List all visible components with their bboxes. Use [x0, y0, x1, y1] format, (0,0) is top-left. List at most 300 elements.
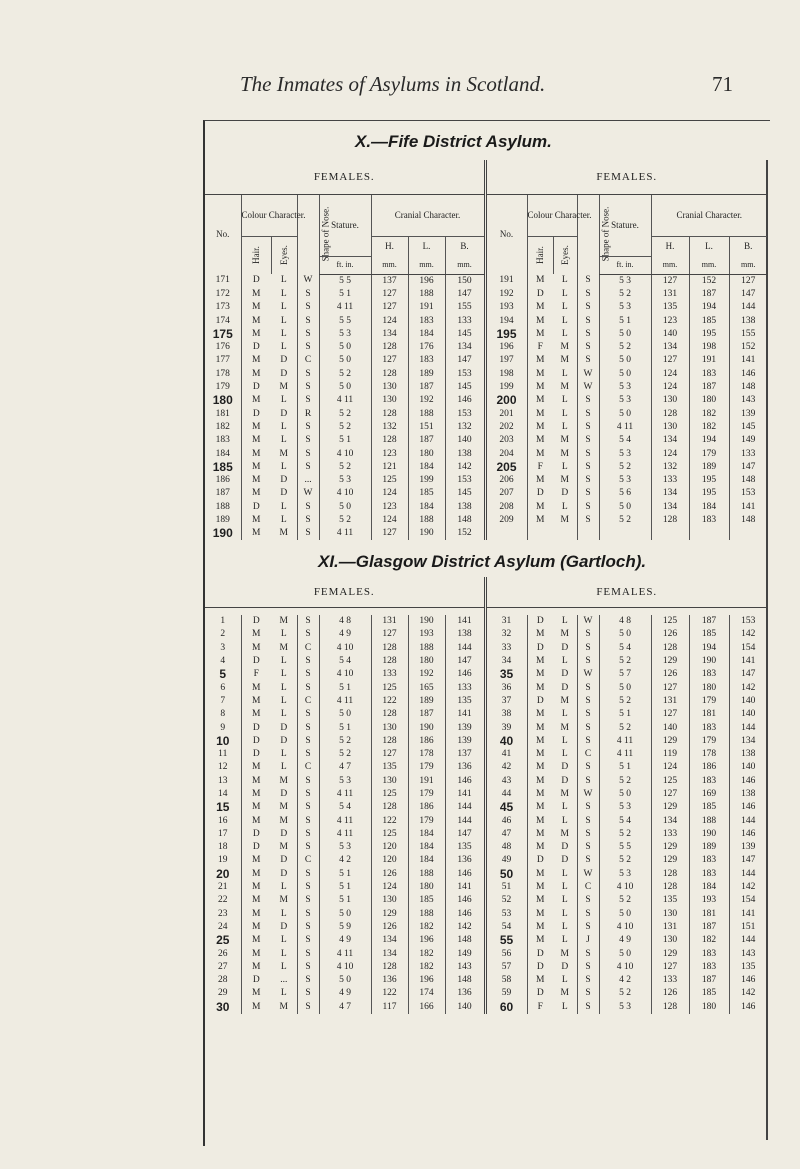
- cell-h: 128: [371, 801, 408, 814]
- cell-eyes: L: [561, 395, 568, 406]
- cell-b: 153: [729, 615, 767, 628]
- cell-l: 185: [408, 487, 445, 500]
- cell-eyes: ...: [280, 975, 288, 986]
- cell-hair: M: [241, 947, 271, 960]
- cell-nose: S: [297, 987, 319, 1000]
- cell-b: 138: [729, 788, 767, 801]
- cell-b: 141: [729, 908, 767, 921]
- cell-nose: J: [577, 934, 599, 947]
- cell-eyes: M: [279, 775, 288, 786]
- cell-b: 144: [729, 934, 767, 947]
- cell-hair: D: [527, 854, 553, 867]
- cell-h: 125: [371, 474, 408, 487]
- cell-stature: 5 0: [599, 947, 651, 960]
- cell-nose: S: [577, 447, 599, 460]
- fife-table: [205, 160, 767, 540]
- cell-eyes: L: [280, 709, 287, 720]
- cell-eyes: L: [280, 501, 287, 512]
- cell-l: 185: [689, 628, 729, 641]
- cell-h: 129: [651, 801, 689, 814]
- cell-no: 1: [220, 616, 226, 627]
- cell-l: 182: [408, 947, 445, 960]
- cell-l: 196: [408, 974, 445, 987]
- cell-nose: W: [577, 788, 599, 801]
- cell-l: 183: [689, 368, 729, 381]
- cell-b: 142: [729, 987, 767, 1000]
- cell-l: 183: [689, 868, 729, 881]
- cell-no: 196: [485, 341, 527, 354]
- cell-nose: S: [297, 461, 319, 474]
- cell-eyes: M: [560, 514, 569, 525]
- cell-h: 126: [371, 921, 408, 934]
- cell-b: 138: [729, 748, 767, 761]
- cell-hair: M: [527, 655, 553, 668]
- cell-hair: M: [241, 788, 271, 801]
- cell-hair: M: [241, 681, 271, 694]
- cell-b: 148: [445, 514, 485, 527]
- col-header-colour: Colour Character.: [527, 194, 577, 236]
- cell-b: 142: [445, 461, 485, 474]
- cell-no: 185: [212, 459, 233, 474]
- cell-nose: S: [297, 881, 319, 894]
- cell-l: 165: [408, 681, 445, 694]
- cell-h: 122: [371, 695, 408, 708]
- cell-stature: 5 0: [599, 788, 651, 801]
- cell-nose: S: [577, 474, 599, 487]
- cell-no: 183: [215, 435, 230, 446]
- cell-l: 180: [689, 394, 729, 407]
- table-row: [205, 748, 767, 761]
- group-label: FEMALES.: [205, 160, 485, 194]
- cell-l: 192: [408, 394, 445, 407]
- cell-nose: S: [297, 708, 319, 721]
- cell-no: 205: [485, 461, 527, 474]
- cell-hair: D: [527, 615, 553, 628]
- cell-eyes: M: [279, 382, 288, 393]
- cell-h: 130: [651, 421, 689, 434]
- cell-nose: S: [297, 828, 319, 841]
- cell-stature: 5 2: [599, 775, 651, 788]
- cell-stature: 5 7: [599, 668, 651, 681]
- table-row: [205, 881, 767, 894]
- cell-hair: M: [241, 301, 271, 314]
- cell-eyes: M: [279, 642, 288, 653]
- cell-no: 28: [218, 975, 228, 986]
- table-row: [205, 655, 767, 668]
- cell-h: 128: [371, 642, 408, 655]
- cell-h: 123: [651, 314, 689, 327]
- cell-stature: 4 11: [599, 735, 651, 748]
- cell-eyes: M: [279, 528, 288, 539]
- table-row: [205, 354, 767, 367]
- cell-eyes: D: [561, 855, 569, 866]
- cell-h: 134: [371, 328, 408, 341]
- cell-eyes: M: [560, 988, 569, 999]
- cell-hair: D: [241, 748, 271, 761]
- cell-h: 122: [371, 987, 408, 1000]
- cell-hair: M: [241, 328, 271, 341]
- table-row: [205, 487, 767, 500]
- table-row: [205, 527, 767, 540]
- cell-l: 186: [408, 735, 445, 748]
- cell-b: 152: [445, 527, 485, 540]
- cell-b: 139: [729, 841, 767, 854]
- cell-b: 133: [445, 681, 485, 694]
- cell-h: 133: [651, 974, 689, 987]
- cell-h: 120: [371, 854, 408, 867]
- cell-nose: S: [577, 894, 599, 907]
- cell-hair: [527, 527, 553, 540]
- cell-h: 128: [371, 735, 408, 748]
- cell-stature: 5 3: [599, 274, 651, 288]
- cell-eyes: L: [561, 408, 568, 419]
- cell-hair: M: [527, 881, 553, 894]
- cell-l: 187: [689, 921, 729, 934]
- cell-stature: 5 0: [599, 628, 651, 641]
- cell-l: 187: [689, 288, 729, 301]
- cell-b: 141: [729, 501, 767, 514]
- cell-nose: S: [297, 501, 319, 514]
- unit-mm: mm.: [729, 256, 767, 274]
- cell-no: 8: [220, 709, 226, 720]
- cell-eyes: M: [560, 342, 569, 353]
- cell-l: 188: [408, 288, 445, 301]
- cell-nose: S: [297, 814, 319, 827]
- cell-no: 10: [216, 733, 230, 748]
- cell-l: 189: [689, 841, 729, 854]
- cell-b: 136: [445, 987, 485, 1000]
- cell-h: 124: [651, 447, 689, 460]
- cell-no: 36: [485, 681, 527, 694]
- cell-h: 140: [651, 721, 689, 734]
- cell-stature: 5 0: [319, 908, 371, 921]
- cell-l: 183: [689, 668, 729, 681]
- cell-stature: 5 2: [319, 461, 371, 474]
- cell-stature: 5 3: [599, 801, 651, 814]
- col-header-nose: [577, 194, 610, 274]
- cell-h: 128: [371, 655, 408, 668]
- table-row: [205, 921, 767, 934]
- cell-h: 131: [651, 921, 689, 934]
- cell-b: 141: [445, 708, 485, 721]
- cell-eyes: M: [560, 695, 569, 706]
- cell-l: 180: [689, 1001, 729, 1014]
- cell-b: 148: [445, 934, 485, 947]
- cell-stature: 5 2: [599, 854, 651, 867]
- cell-l: 187: [408, 434, 445, 447]
- cell-no: 32: [485, 628, 527, 641]
- cell-stature: 5 0: [319, 501, 371, 514]
- cell-no: 46: [485, 814, 527, 827]
- cell-b: 155: [729, 328, 767, 341]
- cell-nose: S: [297, 721, 319, 734]
- cell-stature: 5 2: [599, 695, 651, 708]
- unit-mm: mm.: [651, 256, 689, 274]
- cell-h: 136: [371, 974, 408, 987]
- cell-nose: S: [297, 947, 319, 960]
- cell-nose: S: [297, 288, 319, 301]
- cell-hair: M: [241, 894, 271, 907]
- cell-h: 128: [371, 341, 408, 354]
- cell-no: 179: [215, 382, 230, 393]
- cell-l: 187: [689, 974, 729, 987]
- cell-stature: 5 1: [319, 894, 371, 907]
- cell-no: 2: [220, 629, 226, 640]
- cell-nose: S: [577, 301, 599, 314]
- cell-h: 127: [651, 681, 689, 694]
- cell-stature: 4 7: [319, 1001, 371, 1014]
- cell-h: 127: [371, 301, 408, 314]
- cell-hair: M: [527, 474, 553, 487]
- cell-l: 169: [689, 788, 729, 801]
- cell-no: 201: [485, 407, 527, 420]
- cell-l: 191: [689, 354, 729, 367]
- cell-no: 51: [485, 881, 527, 894]
- cell-l: 188: [408, 407, 445, 420]
- cell-stature: 5 0: [599, 368, 651, 381]
- cell-b: 146: [445, 775, 485, 788]
- col-header-h: H.: [371, 236, 408, 256]
- cell-h: 134: [371, 934, 408, 947]
- cell-b: 145: [445, 381, 485, 394]
- cell-nose: S: [577, 921, 599, 934]
- cell-hair: M: [241, 868, 271, 881]
- cell-b: 146: [729, 775, 767, 788]
- cell-b: 145: [445, 328, 485, 341]
- cell-b: 144: [729, 814, 767, 827]
- cell-hair: D: [241, 655, 271, 668]
- cell-nose: S: [297, 434, 319, 447]
- cell-stature: 4 11: [319, 788, 371, 801]
- cell-b: 146: [729, 368, 767, 381]
- cell-no: 209: [485, 514, 527, 527]
- cell-l: 189: [408, 368, 445, 381]
- cell-b: 134: [729, 735, 767, 748]
- cell-h: 128: [651, 881, 689, 894]
- cell-l: 189: [689, 461, 729, 474]
- cell-hair: M: [527, 628, 553, 641]
- cell-b: 136: [445, 854, 485, 867]
- cell-eyes: L: [561, 815, 568, 826]
- cell-eyes: L: [561, 501, 568, 512]
- cell-b: 144: [729, 868, 767, 881]
- cell-hair: M: [241, 708, 271, 721]
- cell-nose: C: [297, 761, 319, 774]
- cell-eyes: D: [561, 682, 569, 693]
- cell-b: 141: [445, 788, 485, 801]
- cell-eyes: L: [280, 882, 287, 893]
- cell-b: 147: [445, 288, 485, 301]
- cell-h: 128: [651, 514, 689, 527]
- cell-eyes: L: [280, 342, 287, 353]
- cell-b: [729, 527, 767, 540]
- cell-nose: S: [297, 615, 319, 628]
- cell-hair: M: [527, 368, 553, 381]
- cell-eyes: L: [280, 514, 287, 525]
- cell-eyes: D: [280, 735, 288, 746]
- cell-b: 148: [729, 514, 767, 527]
- cell-eyes: L: [280, 461, 287, 472]
- cell-h: 133: [651, 474, 689, 487]
- cell-l: 185: [689, 314, 729, 327]
- cell-stature: 5 2: [599, 987, 651, 1000]
- cell-stature: 4 8: [599, 615, 651, 628]
- cell-l: 184: [408, 461, 445, 474]
- cell-h: 133: [651, 828, 689, 841]
- cell-hair: M: [527, 788, 553, 801]
- cell-eyes: L: [280, 682, 287, 693]
- cell-hair: M: [241, 527, 271, 540]
- cell-l: 188: [408, 642, 445, 655]
- cell-nose: S: [297, 788, 319, 801]
- cell-eyes: M: [560, 382, 569, 393]
- cell-no: 47: [485, 828, 527, 841]
- cell-l: 183: [689, 514, 729, 527]
- cell-stature: 5 1: [319, 288, 371, 301]
- cell-nose: W: [577, 868, 599, 881]
- cell-hair: M: [527, 934, 553, 947]
- cell-no: 50: [485, 868, 527, 881]
- cell-eyes: L: [280, 629, 287, 640]
- cell-nose: S: [297, 961, 319, 974]
- table-row: [205, 1001, 767, 1014]
- glasgow-table: [205, 577, 767, 1014]
- cell-eyes: L: [280, 762, 287, 773]
- cell-stature: 5 2: [319, 748, 371, 761]
- cell-stature: 4 11: [319, 394, 371, 407]
- cell-l: 193: [408, 628, 445, 641]
- cell-nose: S: [577, 314, 599, 327]
- cell-nose: S: [577, 421, 599, 434]
- cell-l: 152: [689, 274, 729, 288]
- cell-h: 130: [371, 775, 408, 788]
- cell-l: 188: [408, 514, 445, 527]
- table-row: [205, 868, 767, 881]
- cell-nose: S: [297, 447, 319, 460]
- cell-nose: S: [297, 527, 319, 540]
- cell-hair: M: [527, 394, 553, 407]
- cell-hair: M: [527, 974, 553, 987]
- cell-nose: S: [297, 894, 319, 907]
- cell-l: 182: [408, 961, 445, 974]
- cell-no: 38: [485, 708, 527, 721]
- cell-h: 128: [651, 642, 689, 655]
- cell-no: 195: [485, 328, 527, 341]
- cell-hair: M: [527, 447, 553, 460]
- cell-nose: S: [577, 642, 599, 655]
- cell-l: 176: [408, 341, 445, 354]
- cell-eyes: D: [561, 842, 569, 853]
- cell-stature: 5 4: [319, 655, 371, 668]
- cell-no: 189: [215, 514, 230, 525]
- col-header-hair: [241, 236, 271, 274]
- cell-eyes: L: [280, 328, 287, 339]
- cell-b: 146: [445, 908, 485, 921]
- cell-eyes: L: [561, 749, 568, 760]
- cell-stature: 5 3: [319, 328, 371, 341]
- col-header-stature: Stature.: [599, 194, 651, 256]
- cell-nose: C: [297, 854, 319, 867]
- cell-b: 145: [445, 487, 485, 500]
- cell-no: 203: [485, 434, 527, 447]
- cell-l: 182: [408, 921, 445, 934]
- cell-h: 126: [651, 628, 689, 641]
- cell-l: 186: [689, 761, 729, 774]
- cell-no: 42: [485, 761, 527, 774]
- cell-nose: S: [297, 655, 319, 668]
- cell-nose: C: [577, 748, 599, 761]
- cell-stature: 5 2: [319, 407, 371, 420]
- table-row: [205, 735, 767, 748]
- cell-stature: 5 0: [319, 974, 371, 987]
- cell-l: 198: [689, 341, 729, 354]
- cell-eyes: L: [280, 908, 287, 919]
- cell-eyes: M: [279, 1001, 288, 1012]
- cell-hair: D: [527, 947, 553, 960]
- cell-nose: S: [297, 748, 319, 761]
- cell-hair: M: [527, 274, 553, 288]
- table-row: [205, 668, 767, 681]
- cell-nose: S: [577, 961, 599, 974]
- cell-stature: 5 2: [599, 461, 651, 474]
- cell-nose: S: [577, 514, 599, 527]
- cell-b: 132: [445, 421, 485, 434]
- table-row: [205, 628, 767, 641]
- cell-hair: M: [241, 368, 271, 381]
- cell-hair: M: [527, 708, 553, 721]
- unit-mm: mm.: [445, 256, 485, 274]
- cell-stature: 4 2: [599, 974, 651, 987]
- cell-b: 146: [729, 974, 767, 987]
- cell-b: 139: [445, 735, 485, 748]
- cell-hair: M: [241, 908, 271, 921]
- cell-eyes: D: [280, 722, 288, 733]
- cell-eyes: L: [280, 935, 287, 946]
- cell-h: 126: [371, 868, 408, 881]
- cell-l: 190: [408, 615, 445, 628]
- cell-b: 147: [445, 354, 485, 367]
- cell-b: 127: [729, 274, 767, 288]
- table-row: [205, 934, 767, 947]
- cell-h: [651, 527, 689, 540]
- cell-b: 138: [729, 314, 767, 327]
- cell-nose: S: [577, 908, 599, 921]
- cell-eyes: M: [279, 895, 288, 906]
- cell-hair: D: [527, 695, 553, 708]
- hair-header-text: Hair.: [535, 246, 545, 265]
- group-label: FEMALES.: [485, 160, 767, 194]
- cell-b: 146: [445, 868, 485, 881]
- cell-h: 131: [371, 615, 408, 628]
- cell-no: 173: [215, 302, 230, 313]
- cell-no: 172: [215, 288, 230, 299]
- cell-l: 194: [689, 301, 729, 314]
- cell-nose: C: [297, 642, 319, 655]
- cell-l: 190: [408, 527, 445, 540]
- table-row: [205, 407, 767, 420]
- cell-hair: D: [241, 381, 271, 394]
- cell-hair: M: [527, 841, 553, 854]
- cell-hair: M: [527, 775, 553, 788]
- cell-no: 5: [219, 667, 227, 682]
- cell-hair: M: [241, 987, 271, 1000]
- cell-stature: 5 1: [319, 881, 371, 894]
- cell-eyes: L: [280, 435, 287, 446]
- cell-h: 123: [371, 447, 408, 460]
- cell-no: 40: [485, 735, 527, 748]
- cell-hair: M: [241, 487, 271, 500]
- cell-h: 127: [371, 288, 408, 301]
